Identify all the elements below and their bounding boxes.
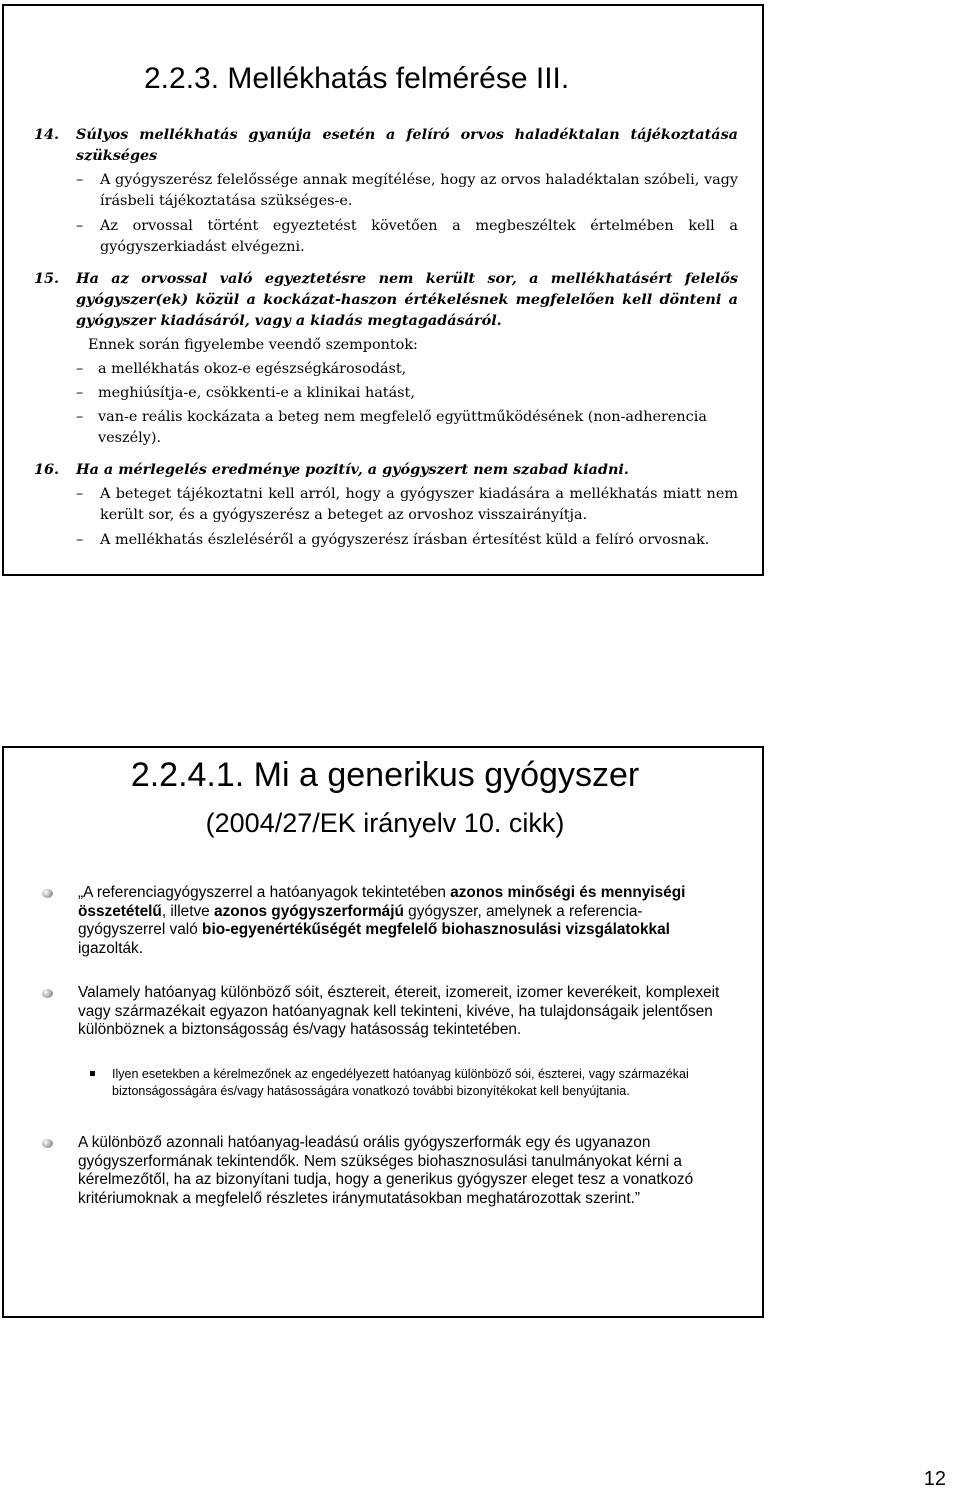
bullet-icon xyxy=(42,889,53,898)
bullet-salts xyxy=(46,984,726,1040)
bullet-text: Valamely hatóanyag különböző sóit, észtereit, étereit, izomereit, izomer keverékeit, komplexeit vagy származékait egyazon hatóanyagnak kell tekinteni, kivéve, ha tulajdonságaik jelentősen különböznek a biztonságosság és/vagy hatásosság tekintetében. xyxy=(78,984,720,1038)
bullet-text xyxy=(78,884,726,958)
item-point xyxy=(76,359,738,380)
slide-1-title: 2.2.3. Mellékhatás felmérése III. xyxy=(144,62,570,95)
item-heading: Ha az orvossal való egyeztetésre nem került sor, a mellékhatásért felelős gyógyszer(ek) közül a kockázat-haszon értékelésnek megfelelően kell dönteni a gyógyszer kiadásáról, vagy a kiadás megtagadásáról. xyxy=(76,270,738,329)
item-heading: Ha a mérlegelés eredménye pozitív, a gyógyszert nem szabad kiadni. xyxy=(76,461,629,478)
item-number: 14. xyxy=(34,126,60,143)
dash-marker: – xyxy=(76,532,84,548)
item-point xyxy=(76,530,738,551)
item-number: 15. xyxy=(34,270,60,287)
item-point xyxy=(76,383,738,404)
scanned-text-block xyxy=(28,124,738,551)
slide-2 xyxy=(2,746,764,1318)
item-point xyxy=(76,216,738,258)
bullet-definition xyxy=(46,884,726,958)
dash-marker: – xyxy=(76,218,84,234)
bullet-oral-forms xyxy=(46,1134,726,1208)
bullet-icon xyxy=(42,1139,53,1148)
bold-run: azonos gyógyszerformájú xyxy=(214,902,404,920)
bold-run: bio-egyenértékűségét megfelelő biohasznosulási vizsgálatokkal xyxy=(202,921,670,938)
item-point xyxy=(76,170,738,212)
text-run: „A referenciagyógyszerrel a hatóanyagok tekintetében xyxy=(78,884,451,901)
item-point-text: van-e reális kockázata a beteg nem megfelelő együttműködésének (non-adherencia veszély). xyxy=(98,409,707,446)
numbered-item-14 xyxy=(28,124,738,258)
item-note: Ennek során figyelembe veendő szempontok: xyxy=(88,337,418,353)
sub-bullet-evidence xyxy=(90,1066,690,1100)
dash-marker: – xyxy=(76,409,84,425)
item-point-text: Az orvossal történt egyeztetést követően a megbeszéltek értelmében kell a gyógyszerkiadást elvégezni. xyxy=(100,218,738,255)
text-run: , illetve xyxy=(161,902,215,920)
sub-bullet-text: Ilyen esetekben a kérelmezőnek az engedélyezett hatóanyag különböző sói, észterei, vagy származékai biztonságosságára és/vagy hatásosságára vonatkozó további bizonyítékokat kell benyújtania. xyxy=(112,1067,689,1098)
item-point xyxy=(76,407,738,449)
item-point-text: meghiúsítja-e, csökkenti-e a klinikai hatást, xyxy=(98,385,415,401)
item-point-text: A gyógyszerész felelőssége annak megítélése, hogy az orvos haladéktalan szóbeli, vagy írásbeli tájékoztatása szükséges-e. xyxy=(100,172,738,209)
slide-2-subtitle: (2004/27/EK irányelv 10. cikk) xyxy=(205,808,565,838)
item-point-text: a mellékhatás okoz-e egészségkárosodást, xyxy=(98,361,407,377)
item-point-text: A beteget tájékoztatni kell arról, hogy a gyógyszer kiadására a mellékhatás miatt nem került sor, és a gyógyszerész a beteget az orvoshoz visszairányítja. xyxy=(100,486,738,523)
dash-marker: – xyxy=(76,172,84,188)
bold-run: azonos minőségi és mennyiségi összetételű xyxy=(78,884,686,920)
numbered-item-15 xyxy=(28,268,738,449)
slide-2-title: 2.2.4.1. Mi a generikus gyógyszer xyxy=(130,756,640,794)
bullet-text: A különböző azonnali hatóanyag-leadású orális gyógyszerformák egy és ugyanazon gyógyszerformának tekintendők. Nem szükséges biohasznosulási tanulmányokat kérni a kérelmezőtől, ha az bizonyítani tudja, hogy a generikus gyógyszer eleget tesz a vonatkozó kritériumoknak a megfelelő részletes iránymutatásokban meghatározottak szerint.” xyxy=(78,1134,694,1207)
dash-marker: – xyxy=(76,486,84,502)
dash-marker: – xyxy=(76,361,84,377)
text-run: igazolták. xyxy=(78,939,144,957)
bullet-icon xyxy=(42,989,53,998)
slide-1 xyxy=(2,4,764,576)
item-number: 16. xyxy=(34,461,60,478)
item-point-text: A mellékhatás észleléséről a gyógyszerész írásban értesítést küld a felíró orvosnak. xyxy=(100,532,710,548)
page-number: 12 xyxy=(923,1468,946,1490)
square-bullet-icon xyxy=(90,1071,95,1076)
item-heading: Súlyos mellékhatás gyanúja esetén a felíró orvos haladéktalan tájékoztatása szükséges xyxy=(76,126,738,164)
dash-marker: – xyxy=(76,385,84,401)
item-point xyxy=(76,484,738,526)
text-run: gyógyszer, amelynek a referencia-gyógyszerrel való xyxy=(78,902,643,938)
numbered-item-16 xyxy=(28,459,738,551)
